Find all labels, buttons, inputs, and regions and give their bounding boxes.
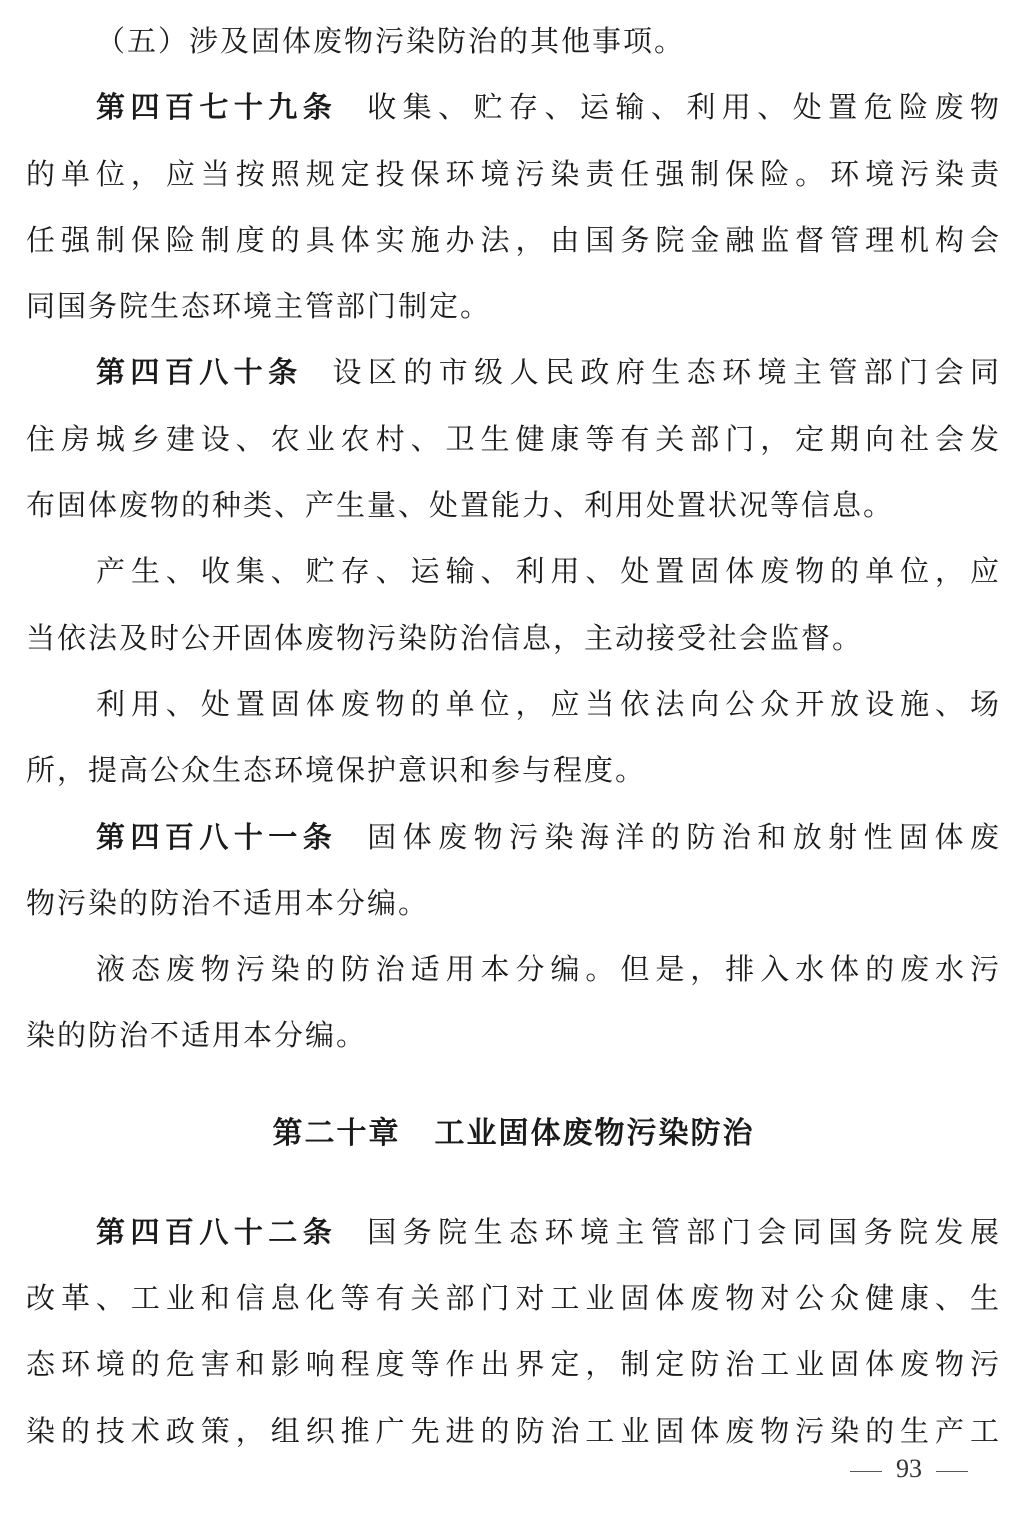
text-line: 液态废物污染的防治适用本分编。但是，排入水体的废水污 xyxy=(96,952,1001,987)
paragraph-text: 设区的市级人民政府生态环境主管部门会同 xyxy=(332,355,1001,390)
dash-divider xyxy=(936,1471,968,1472)
text-line xyxy=(26,8,1001,74)
page-body xyxy=(26,8,1001,1464)
text-line: 利用、处置固体废物的单位，应当依法向公众开放设施、场 xyxy=(96,686,1001,721)
page-footer xyxy=(850,1454,990,1484)
chapter-number: 第二十章 xyxy=(272,1115,401,1151)
article-479-first-line xyxy=(26,74,1001,140)
paragraph-text: （五）涉及固体废物污染防治的其他事项。 xyxy=(96,24,686,58)
text-line: 染的防治不适用本分编。 xyxy=(26,1018,368,1053)
article-482-first-line xyxy=(26,1199,1001,1265)
text-line: 物污染的防治不适用本分编。 xyxy=(26,885,430,920)
text-line: 改革、工业和信息化等有关部门对工业固体废物对公众健康、生 xyxy=(26,1281,1001,1316)
chapter-heading xyxy=(26,1069,1001,1199)
text-line: 的单位，应当按照规定投保环境污染责任强制保险。环境污染责 xyxy=(26,156,1001,191)
article-heading: 第四百八十一条 xyxy=(96,819,338,854)
paragraph-text: 收集、贮存、运输、利用、处置危险废物 xyxy=(367,90,1001,125)
paragraph-text: 国务院生态环境主管部门会同国务院发展 xyxy=(367,1214,1001,1249)
chapter-title: 工业固体废物污染防治 xyxy=(434,1115,755,1151)
article-heading: 第四百七十九条 xyxy=(96,90,338,125)
text-line: 产生、收集、贮存、运输、利用、处置固体废物的单位，应 xyxy=(96,554,1001,589)
text-line: 态环境的危害和影响程度等作出界定，制定防治工业固体废物污 xyxy=(26,1347,1001,1382)
article-481-first-line xyxy=(26,804,1001,870)
text-line: 当依法及时公开固体废物污染防治信息，主动接受社会监督。 xyxy=(26,620,864,655)
text-line: 布固体废物的种类、产生量、处置能力、利用处置状况等信息。 xyxy=(26,488,895,523)
text-line: 住房城乡建设、农业农村、卫生健康等有关部门，定期向社会发 xyxy=(26,421,1001,456)
text-line: 同国务院生态环境主管部门制定。 xyxy=(26,289,492,324)
text-line: 所，提高公众生态环境保护意识和参与程度。 xyxy=(26,753,647,788)
article-heading: 第四百八十二条 xyxy=(96,1214,338,1249)
article-480-first-line xyxy=(26,339,1001,405)
page-number: 93 xyxy=(896,1454,922,1483)
paragraph-text: 固体废物污染海洋的防治和放射性固体废 xyxy=(367,819,1001,854)
article-heading: 第四百八十条 xyxy=(96,355,303,390)
dash-divider xyxy=(850,1471,882,1472)
text-line: 染的技术政策，组织推广先进的防治工业固体废物污染的生产工 xyxy=(26,1413,1001,1448)
text-line: 任强制保险制度的具体实施办法，由国务院金融监督管理机构会 xyxy=(26,222,1001,257)
